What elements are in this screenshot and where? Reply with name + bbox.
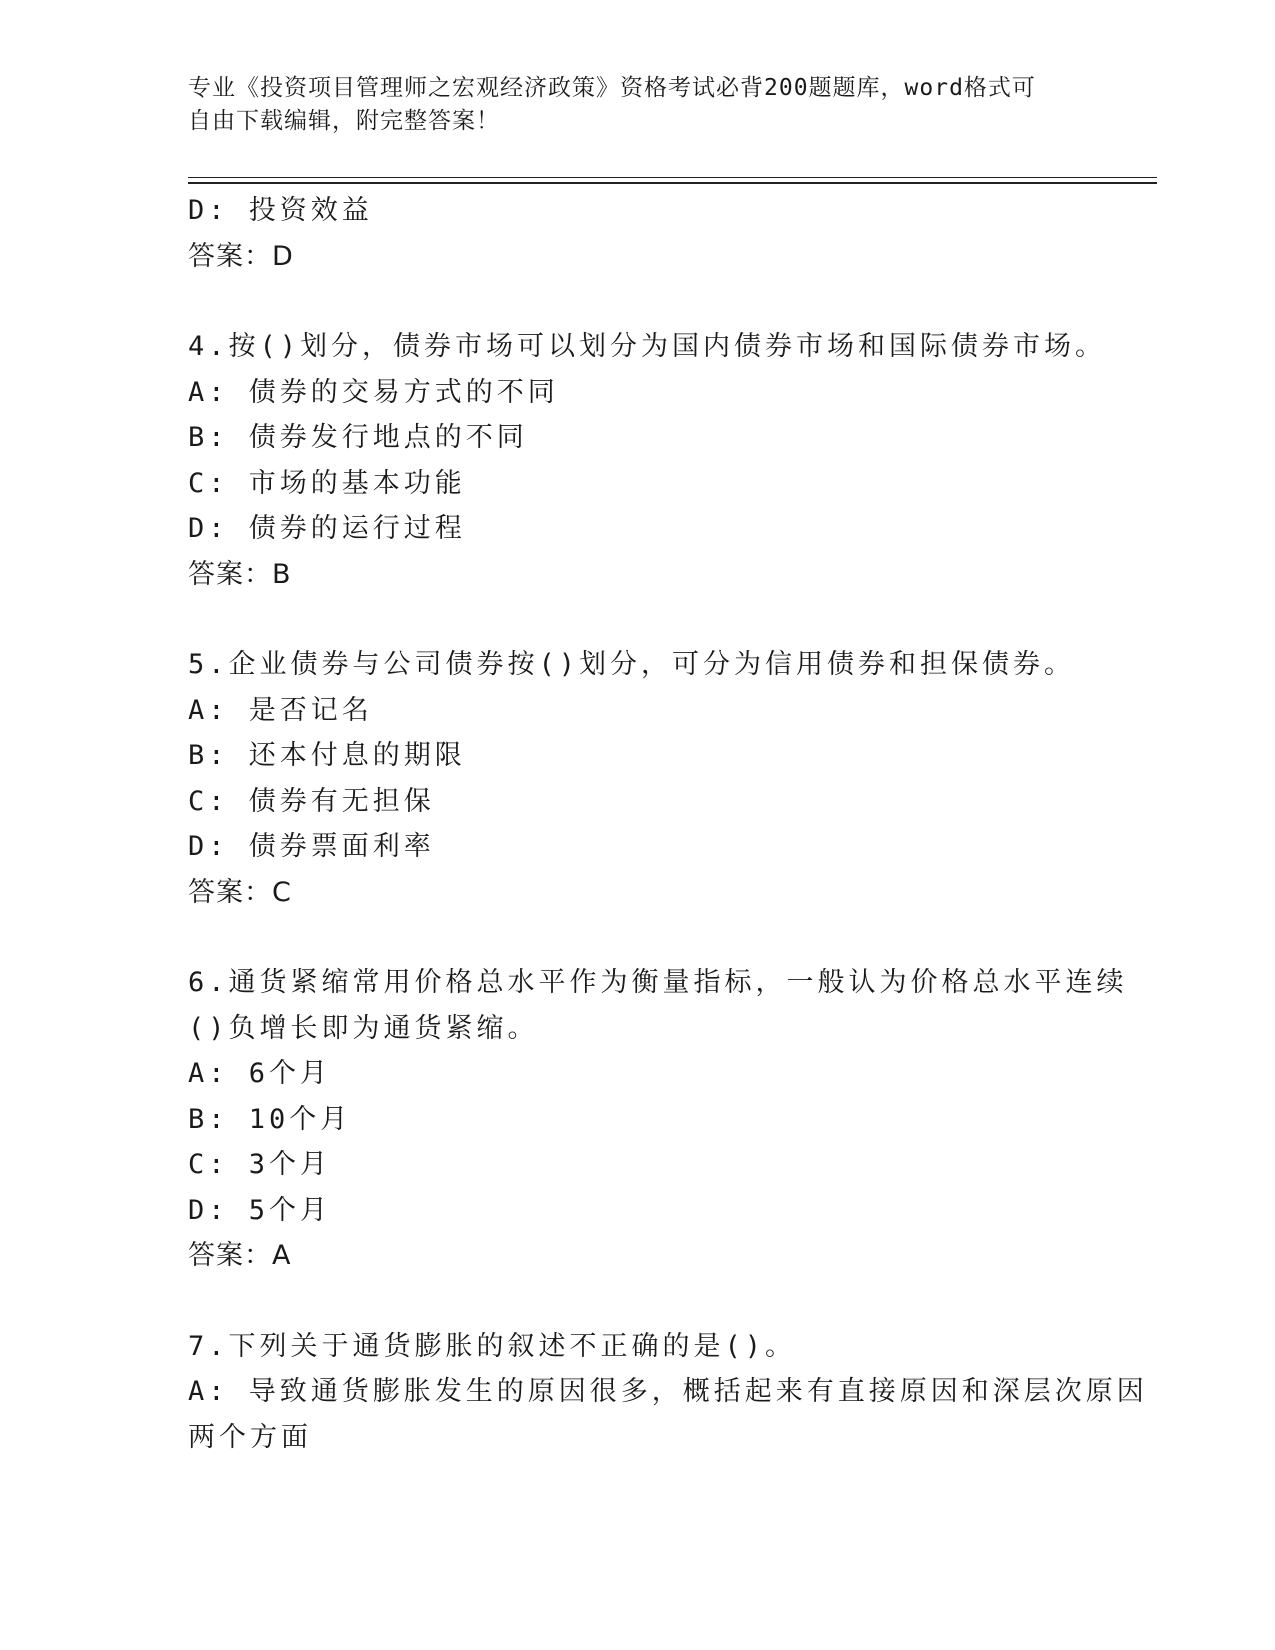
- question-stem: 7.下列关于通货膨胀的叙述不正确的是()。: [188, 1330, 797, 1362]
- question-stem: 5.企业债券与公司债券按()划分，可分为信用债券和担保债券。: [188, 649, 1076, 680]
- answer-line: 答案：A: [188, 1240, 292, 1271]
- question-stem: 4.按()划分，债券市场可以划分为国内债券市场和国际债券市场。: [188, 331, 1107, 362]
- option-a: A: 债券的交易方式的不同: [188, 376, 559, 408]
- document-header: [188, 72, 1068, 138]
- answer-line: 答案：D: [188, 240, 294, 272]
- option-a: A: 导致通货膨胀发生的原因很多，概括起来有直接原因和深层次原因: [188, 1376, 1148, 1407]
- question-6: [188, 960, 1128, 1279]
- question-5: [188, 642, 1088, 915]
- header-line-1: 专业《投资项目管理师之宏观经济政策》资格考试必背200题题库，word格式可: [188, 75, 1036, 101]
- question-3-tail: [188, 188, 1088, 279]
- option-a: A: 是否记名: [188, 694, 373, 726]
- question-stem-line-2: ()负增长即为通货紧缩。: [188, 1012, 539, 1044]
- answer-line: 答案：B: [188, 558, 292, 590]
- header-line-2: 自由下载编辑，附完整答案！: [188, 108, 500, 134]
- question-7: [188, 1324, 1148, 1461]
- question-list: [188, 188, 1148, 1460]
- answer-line: 答案：C: [188, 876, 292, 908]
- header-divider-thick: [188, 182, 1157, 184]
- option-c: C: 债券有无担保: [188, 785, 435, 817]
- question-4: [188, 324, 1107, 597]
- option-d: D: 5个月: [188, 1194, 332, 1226]
- option-d: D: 投资效益: [188, 195, 373, 226]
- option-c: C: 市场的基本功能: [188, 467, 466, 499]
- question-stem-line-1: 6.通货紧缩常用价格总水平作为衡量指标，一般认为价格总水平连续: [188, 967, 1128, 998]
- option-c: C: 3个月: [188, 1149, 332, 1180]
- header-divider-thin: [188, 177, 1157, 178]
- option-d: D: 债券票面利率: [188, 831, 435, 862]
- option-b: B: 10个月: [188, 1103, 352, 1135]
- option-b: B: 还本付息的期限: [188, 740, 466, 771]
- option-b: B: 债券发行地点的不同: [188, 422, 528, 453]
- option-d: D: 债券的运行过程: [188, 513, 466, 544]
- option-a-continuation: 两个方面: [188, 1421, 312, 1453]
- option-a: A: 6个月: [188, 1058, 332, 1089]
